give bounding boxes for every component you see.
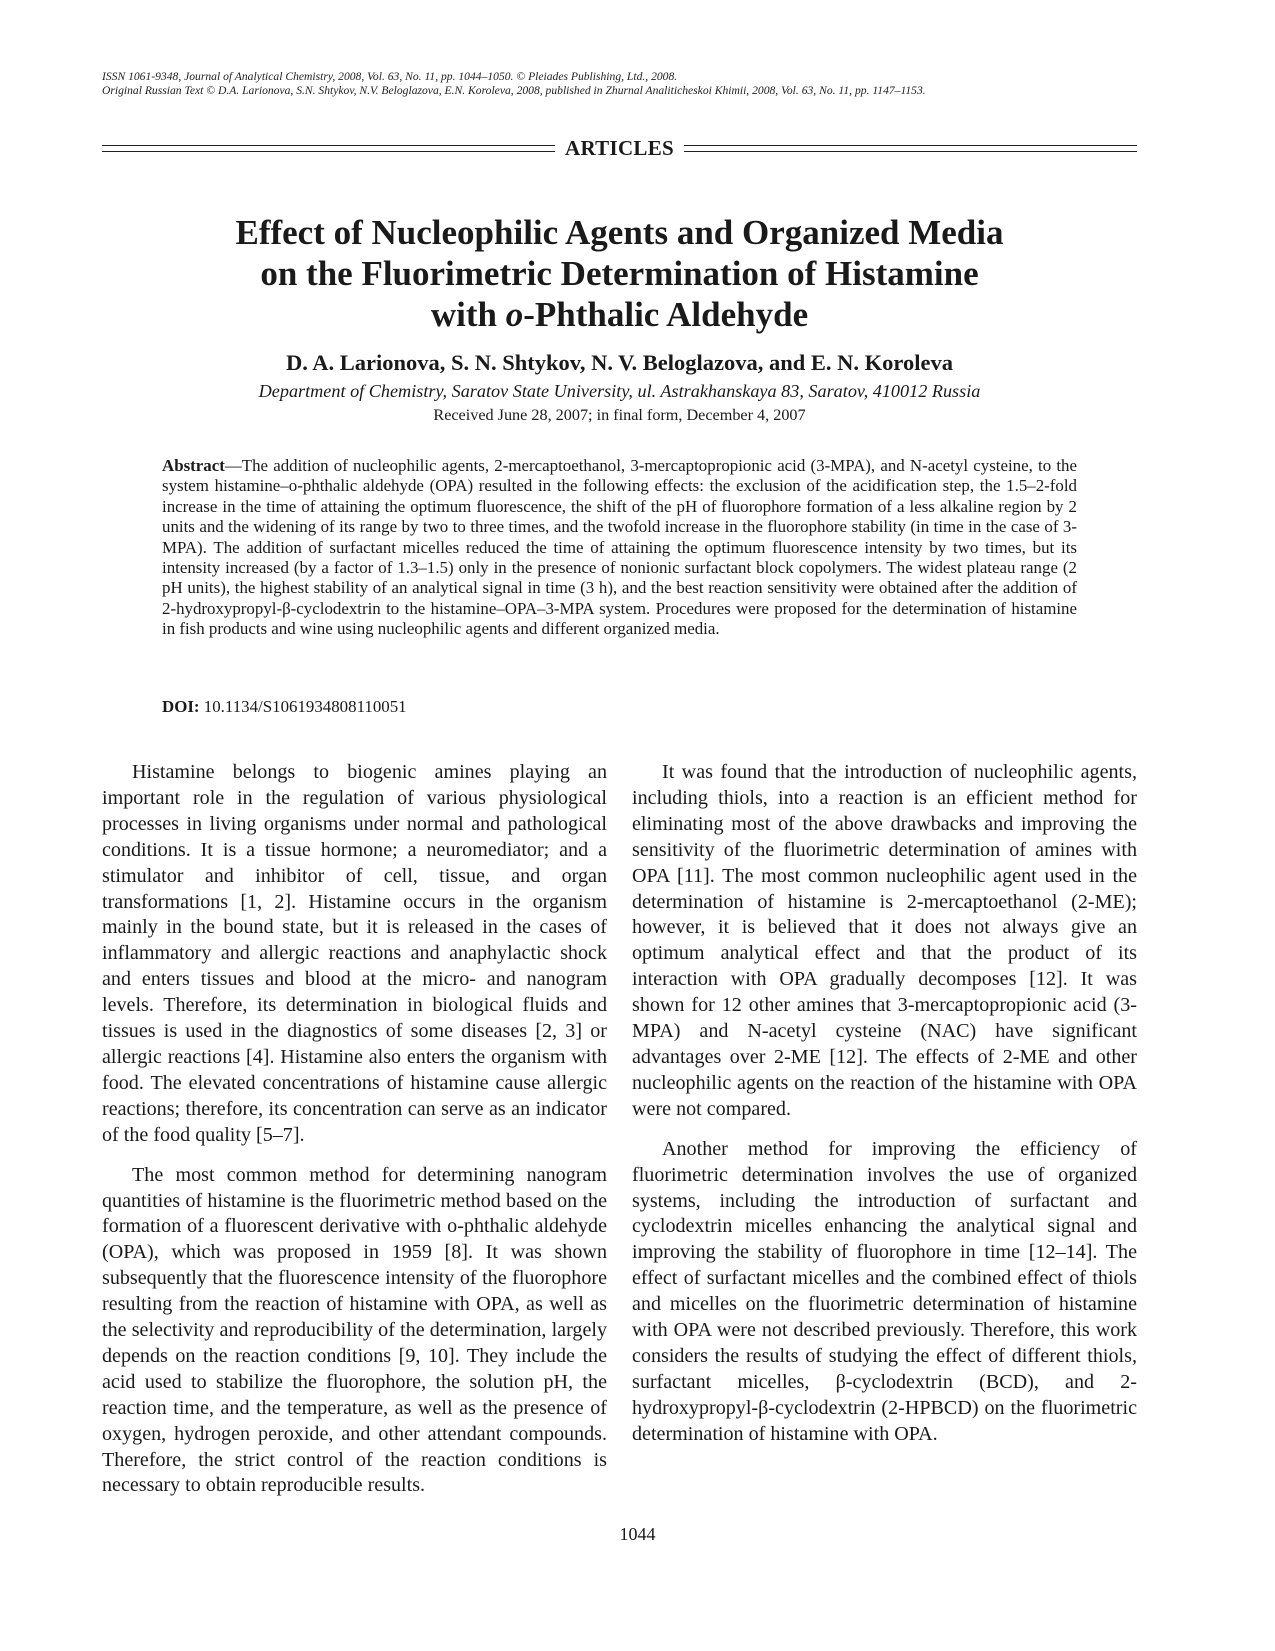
section-header [102,136,1137,160]
title-line-3-pre: with [430,295,506,334]
section-label: ARTICLES [564,135,675,160]
affiliation: Department of Chemistry, Saratov State University, ul. Astrakhanskaya 83, Saratov, 410012 Russia [258,381,981,401]
title-line-3-post: -Phthalic Aldehyde [523,295,809,334]
title-line-2: on the Fluorimetric Determination of Histamine [260,254,979,293]
abstract [162,456,1077,640]
section-rule-left [102,145,555,152]
abstract-text: —The addition of nucleophilic agents, 2-mercaptoethanol, 3-mercaptopropionic acid (3-MPA), and N-acetyl cysteine, to the system histamine–o-phthalic aldehyde (OPA) resulted in the following effects: the exclusion of the acidification step, the 1.5–2-fold increase in the time of attaining the optimum fluorescence, the shift of the pH of fluorophore formation of a less alkaline region by 2 units and the widening of its range by two to three times, and the twofold increase in the fluorophore stability (in time in the case of 3-MPA). The addition of surfactant micelles reduced the time of attaining the optimum fluorescence intensity by two times, but its intensity increased (by a factor of 1.3–1.5) only in the presence of nonionic surfactant block copolymers. The widest plateau range (2 pH units), the highest stability of an analytical signal in time (3 h), and the best reaction sensitivity were obtained after the addition of 2-hydroxypropyl-β-cyclodextrin to the histamine–OPA–3-MPA system. Procedures were proposed for the determination of histamine in fish products and wine using nucleophilic agents and different organized media. [162,456,1077,639]
doi-label: DOI: [162,697,200,716]
journal-header [102,70,1182,98]
paragraph: The most common method for determining nanogram quantities of histamine is the fluorimetric method based on the formation of a fluorescent derivative with o-phthalic aldehyde (OPA), which was proposed in 1959 [8]. It was shown subsequently that the fluorescence intensity of the fluorophore resulting from the reaction of histamine with OPA, as well as the selectivity and reproducibility of the determination, largely depends on the reaction conditions [9, 10]. They include the acid used to stabilize the fluorophore, the solution pH, the reaction time, and the temperature, as well as the presence of oxygen, hydrogen peroxide, and other attendant compounds. Therefore, the strict control of the reaction conditions is necessary to obtain reproducible results. [102,1163,607,1497]
title-line-3 [102,294,1137,335]
title-line-1: Effect of Nucleophilic Agents and Organized Media [235,213,1004,252]
doi-value: 10.1134/S1061934808110051 [199,697,407,716]
section-rule-right [684,145,1137,152]
body-column-right [632,760,1137,1462]
journal-citation-line: ISSN 1061-9348, Journal of Analytical Chemistry, 2008, Vol. 63, No. 11, pp. 1044–1050. © Pleiades Publishing, Ltd., 2008. [102,70,678,83]
authors: D. A. Larionova, S. N. Shtykov, N. V. Beloglazova, and E. N. Koroleva [286,350,953,375]
page-number: 1044 [619,1524,656,1544]
abstract-label: Abstract [162,456,225,475]
body-column-left [102,760,607,1513]
doi [162,697,1077,717]
paragraph: Histamine belongs to biogenic amines playing an important role in the regulation of various physiological processes in living organisms under normal and pathological conditions. It is a tissue hormone; a neuromediator; and a stimulator and inhibitor of cell, tissue, and organ transformations [1, 2]. Histamine occurs in the organism mainly in the bound state, but it is released in the cases of inflammatory and allergic reactions and anaphylactic shock and enters tissues and blood at the micro- and nanogram levels. Therefore, its determination in biological fluids and tissues is used in the diagnostics of some diseases [2, 3] or allergic reactions [4]. Histamine also enters the organism with food. The elevated concentrations of histamine cause allergic reactions; therefore, its concentration can serve as an indicator of the food quality [5–7]. [102,761,607,1146]
received-dates: Received June 28, 2007; in final form, December 4, 2007 [433,406,806,424]
title-line-3-italic: o [505,295,524,334]
paragraph: It was found that the introduction of nucleophilic agents, including thiols, into a reaction is an efficient method for eliminating most of the above drawbacks and improving the sensitivity of the fluorimetric determination of amines with OPA [11]. The most common nucleophilic agent used in the determination of histamine is 2-mercaptoethanol (2-ME); however, it is believed that it does not always give an optimum analytical effect and that the product of its interaction with OPA gradually decomposes [12]. It was shown for 12 other amines that 3-mercaptopropionic acid (3-MPA) and N-acetyl cysteine (NAC) have significant advantages over 2-ME [12]. The effects of 2-ME and other nucleophilic agents on the reaction of the histamine with OPA were not compared. [632,761,1137,1120]
original-text-line: Original Russian Text © D.A. Larionova, S.N. Shtykov, N.V. Beloglazova, E.N. Koroleva, 2008, published in Zhurnal Analiticheskoi Khimii, 2008, Vol. 63, No. 11, pp. 1147–1153. [102,84,926,97]
paragraph: Another method for improving the efficiency of fluorimetric determination involves the use of organized systems, including the introduction of surfactant and cyclodextrin micelles enhancing the analytical signal and improving the stability of fluorophore in time [12–14]. The effect of surfactant micelles and the combined effect of thiols and micelles on the fluorimetric determination of histamine with OPA were not described previously. Therefore, this work considers the results of studying the effect of different thiols, surfactant micelles, β-cyclodextrin (BCD), and 2-hydroxypropyl-β-cyclodextrin (2-HPBCD) on the fluorimetric determination of histamine with OPA. [632,1137,1137,1445]
article-title [102,212,1137,335]
